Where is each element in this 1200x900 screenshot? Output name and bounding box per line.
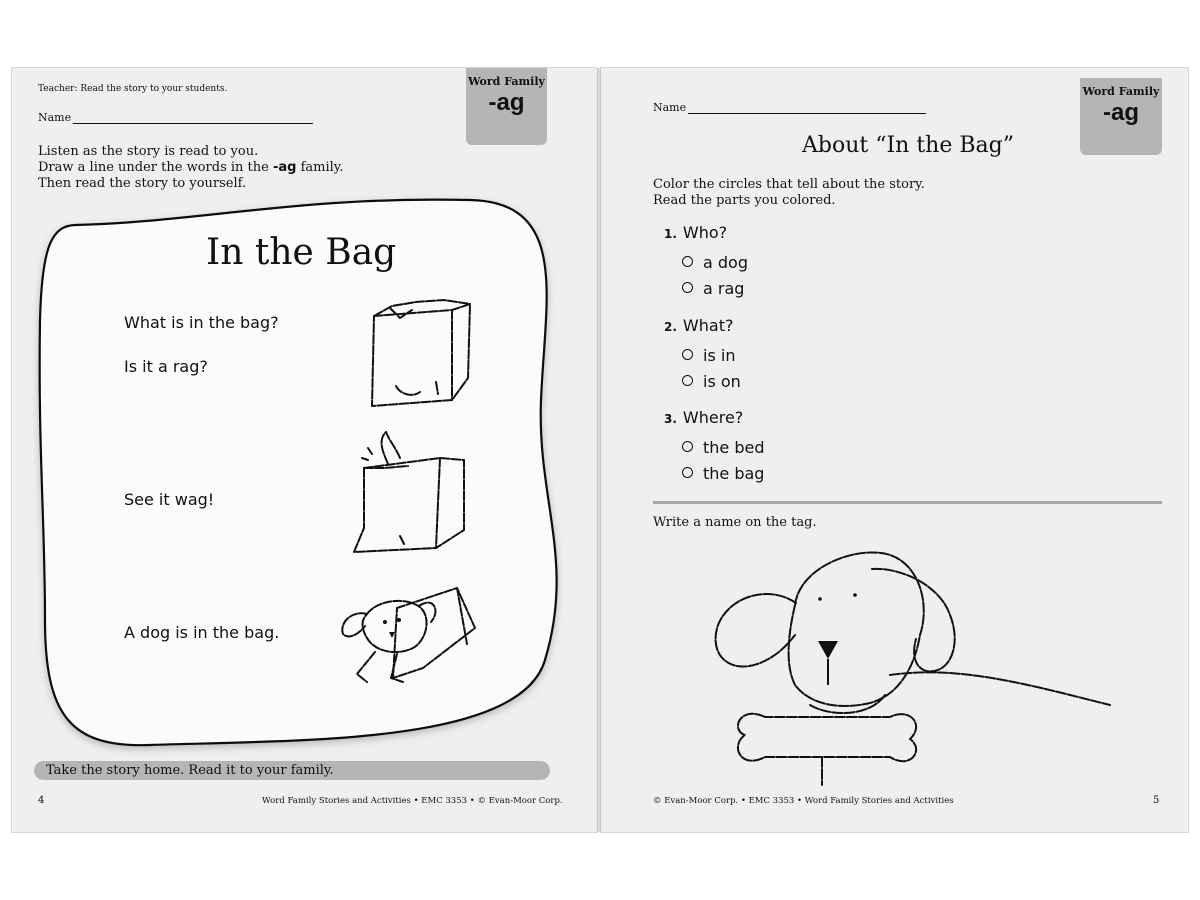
option-a-rag[interactable]: a rag (682, 279, 744, 298)
section-divider (653, 501, 1162, 504)
story-title: In the Bag (206, 232, 397, 273)
name-line[interactable] (688, 113, 926, 114)
answer-circle[interactable] (682, 349, 693, 360)
answer-circle[interactable] (682, 441, 693, 452)
option-the-bed[interactable]: the bed (682, 438, 765, 457)
answer-circle[interactable] (682, 467, 693, 478)
teacher-note: Teacher: Read the story to your students. (38, 84, 228, 94)
question-2 (664, 316, 733, 335)
question-text: Who? (682, 223, 728, 242)
instruction-line-2: Read the parts you colored. (653, 193, 836, 208)
story-line-2: Is it a rag? (124, 357, 208, 376)
write-prompt: Write a name on the tag. (653, 515, 817, 530)
instruction-line-1: Listen as the story is read to you. (38, 144, 259, 159)
name-label: Name (38, 111, 72, 124)
story-line-3: See it wag! (124, 490, 215, 509)
question-number: 3. (664, 412, 677, 426)
wagging-bag-illustration (348, 428, 478, 558)
worksheet-title: About “In the Bag” (802, 133, 1014, 158)
right-instructions (653, 177, 925, 209)
answer-circle[interactable] (682, 282, 693, 293)
word-family-tab-right (1080, 78, 1162, 155)
option-a-dog[interactable]: a dog (682, 253, 748, 272)
take-home-banner (34, 761, 550, 780)
dog-with-bone-tag-illustration[interactable] (700, 545, 1130, 790)
name-field-right[interactable] (653, 101, 926, 114)
question-1 (664, 223, 727, 242)
option-is-on[interactable]: is on (682, 372, 741, 391)
footer-right: © Evan-Moor Corp. • EMC 3353 • Word Family Stories and Activities (653, 796, 954, 806)
answer-circle[interactable] (682, 375, 693, 386)
word-family-ending: -ag (488, 89, 525, 116)
story-line-1: What is in the bag? (124, 313, 279, 332)
question-number: 1. (664, 227, 677, 241)
word-family-label: Word Family (468, 75, 545, 88)
word-family-label: Word Family (1082, 85, 1160, 98)
page-number-right: 5 (1153, 795, 1160, 806)
instruction-line-3: Then read the story to yourself. (38, 176, 247, 191)
page-number-left: 4 (38, 795, 45, 806)
question-text: Where? (682, 408, 744, 427)
paper-bag-illustration (360, 298, 480, 413)
take-home-text: Take the story home. Read it to your family. (46, 763, 334, 778)
instruction-line-1: Color the circles that tell about the story. (653, 177, 925, 192)
answer-circle[interactable] (682, 256, 693, 267)
ag-bold: -ag (272, 160, 297, 175)
name-label: Name (653, 101, 687, 114)
story-line-4: A dog is in the bag. (124, 623, 280, 642)
question-number: 2. (664, 320, 677, 334)
dog-in-bag-illustration (337, 578, 482, 688)
question-3 (664, 408, 743, 427)
option-is-in[interactable]: is in (682, 346, 735, 365)
instruction-line-2: Draw a line under the words in the -ag family. (38, 160, 344, 175)
option-the-bag[interactable]: the bag (682, 464, 764, 483)
question-text: What? (682, 316, 734, 335)
word-family-ending: -ag (1103, 99, 1139, 126)
footer-left: Word Family Stories and Activities • EMC 3353 • © Evan-Moor Corp. (262, 796, 563, 806)
